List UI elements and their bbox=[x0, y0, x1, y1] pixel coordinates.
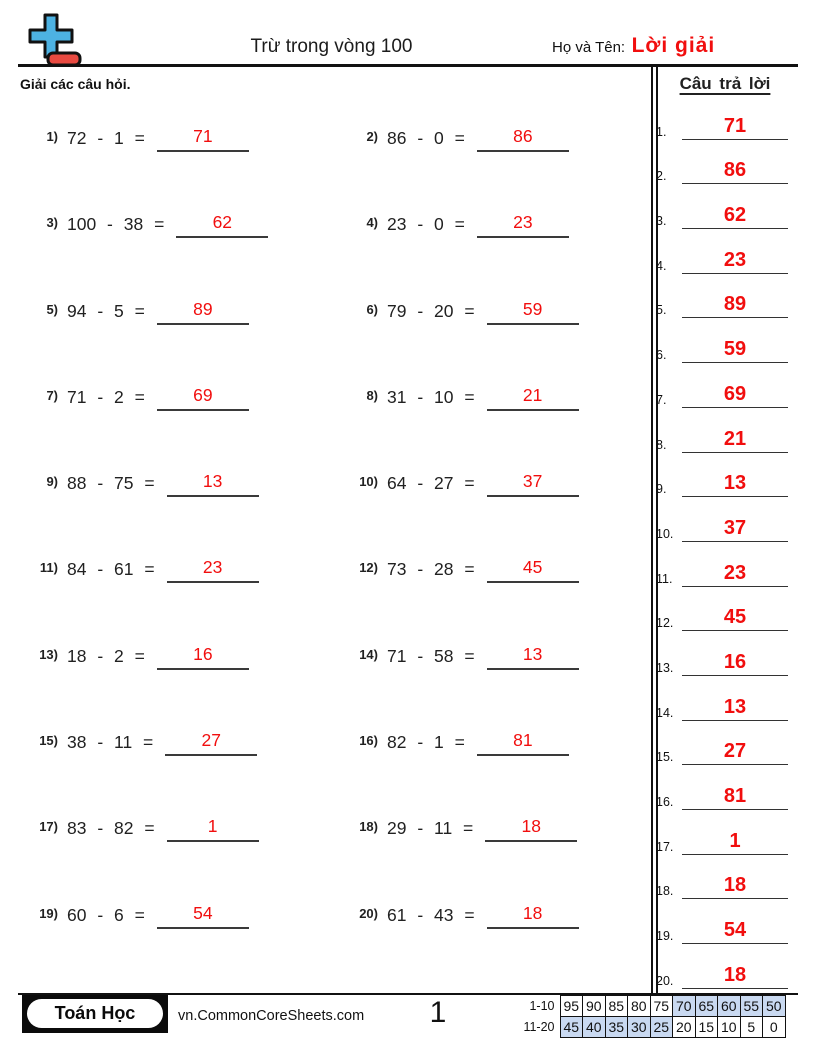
problem-expression: 94 - 5 = bbox=[67, 300, 145, 321]
answer-row-4 bbox=[656, 229, 788, 274]
problem-number: 17) bbox=[39, 819, 58, 835]
problem-answer-line: 13 bbox=[167, 471, 259, 497]
problem-14 bbox=[344, 644, 646, 730]
answers-list bbox=[656, 95, 788, 989]
problem-expression: 38 - 11 = bbox=[67, 732, 154, 753]
answer-row-17 bbox=[656, 810, 788, 855]
problem-expression: 71 - 2 = bbox=[67, 386, 145, 407]
problem-expression: 31 - 10 = bbox=[387, 386, 475, 407]
problem-expression: 73 - 28 = bbox=[387, 559, 475, 580]
problem-expression: 72 - 1 = bbox=[67, 128, 145, 148]
answer-value: 89 bbox=[682, 293, 788, 318]
problem-answer-line: 62 bbox=[176, 212, 268, 238]
problems-grid bbox=[24, 126, 646, 989]
answer-row-6 bbox=[656, 318, 788, 363]
problem-expression: 29 - 11 = bbox=[387, 818, 474, 839]
problem-answer-line: 18 bbox=[487, 903, 579, 929]
answer-row-9 bbox=[656, 453, 788, 498]
problem-2 bbox=[344, 126, 646, 212]
problem-number: 6) bbox=[366, 301, 378, 317]
answer-row-13 bbox=[656, 631, 788, 676]
score-cell: 15 bbox=[695, 1017, 718, 1038]
answer-value: 16 bbox=[682, 651, 788, 676]
problem-10 bbox=[344, 471, 646, 557]
score-cell-highlighted: 55 bbox=[740, 996, 763, 1017]
problem-20 bbox=[344, 903, 646, 989]
problem-answer-line: 18 bbox=[485, 816, 577, 842]
answer-value: 23 bbox=[682, 562, 788, 587]
problem-expression: 88 - 75 = bbox=[67, 473, 155, 494]
name-block bbox=[552, 34, 798, 58]
problem-15 bbox=[24, 730, 344, 816]
answer-value: 59 bbox=[682, 338, 788, 363]
answer-number: 10. bbox=[656, 526, 674, 541]
problem-number: 2) bbox=[366, 129, 378, 144]
score-cell-highlighted: 70 bbox=[673, 996, 696, 1017]
answer-number: 2. bbox=[656, 169, 667, 184]
answer-value: 69 bbox=[682, 383, 788, 408]
answer-row-12 bbox=[656, 587, 788, 632]
problem-answer-line: 27 bbox=[165, 730, 257, 756]
answer-row-2 bbox=[656, 140, 788, 185]
problem-number: 16) bbox=[359, 733, 378, 749]
problem-answer-line: 71 bbox=[157, 126, 249, 152]
answer-value: 71 bbox=[682, 115, 788, 140]
problem-number: 9) bbox=[46, 474, 58, 490]
answer-number: 6. bbox=[656, 348, 667, 363]
answer-number: 3. bbox=[656, 214, 667, 229]
problem-12 bbox=[344, 557, 646, 643]
answer-number: 8. bbox=[656, 437, 667, 452]
problem-expression: 23 - 0 = bbox=[387, 214, 465, 235]
problem-expression: 61 - 43 = bbox=[387, 904, 475, 925]
answer-number: 17. bbox=[656, 839, 674, 854]
page-title: Trừ trong vòng 100 bbox=[250, 36, 413, 57]
answer-key-label: Lời giải bbox=[631, 34, 716, 57]
score-cell: 75 bbox=[650, 996, 673, 1017]
problem-expression: 18 - 2 = bbox=[67, 645, 145, 666]
score-grid bbox=[500, 995, 786, 1038]
score-row-label: 1-10 bbox=[529, 999, 555, 1013]
problem-13 bbox=[24, 644, 344, 730]
problem-expression: 84 - 61 = bbox=[67, 559, 155, 580]
instructions-text: Giải các câu hỏi. bbox=[20, 76, 131, 92]
answer-number: 19. bbox=[656, 929, 674, 944]
score-row-11-20 bbox=[500, 1017, 785, 1038]
answer-value: 13 bbox=[682, 472, 788, 497]
subject-badge-label: Toán Học bbox=[27, 999, 163, 1028]
score-cell: 10 bbox=[718, 1017, 741, 1038]
answer-value: 45 bbox=[682, 606, 788, 631]
answer-number: 14. bbox=[656, 705, 674, 720]
score-cell-highlighted: 35 bbox=[605, 1017, 628, 1038]
problem-expression: 60 - 6 = bbox=[67, 904, 145, 925]
problem-1 bbox=[24, 126, 344, 212]
answer-value: 37 bbox=[682, 517, 788, 542]
problem-expression: 64 - 27 = bbox=[387, 473, 475, 494]
site-url: vn.CommonCoreSheets.com bbox=[178, 1008, 365, 1024]
answer-value: 86 bbox=[682, 159, 788, 184]
score-cell: 85 bbox=[605, 996, 628, 1017]
answers-panel-title: Câu trả lời bbox=[679, 74, 771, 93]
answer-row-20 bbox=[656, 944, 788, 989]
answer-row-5 bbox=[656, 274, 788, 319]
problem-number: 13) bbox=[39, 646, 58, 662]
problem-number: 11) bbox=[39, 560, 58, 576]
problem-answer-line: 1 bbox=[167, 816, 259, 842]
problem-answer-line: 16 bbox=[157, 644, 249, 670]
problem-9 bbox=[24, 471, 344, 557]
problem-number: 5) bbox=[46, 301, 58, 317]
answer-row-7 bbox=[656, 363, 788, 408]
problem-number: 8) bbox=[366, 387, 378, 403]
problem-answer-line: 59 bbox=[487, 299, 579, 325]
problem-number: 20) bbox=[359, 905, 378, 921]
answer-value: 54 bbox=[682, 919, 788, 944]
problem-number: 19) bbox=[39, 905, 58, 921]
score-row-1-10 bbox=[500, 996, 785, 1017]
problem-number: 3) bbox=[46, 215, 58, 231]
problem-answer-line: 13 bbox=[487, 644, 579, 670]
answer-value: 13 bbox=[682, 696, 788, 721]
problem-3 bbox=[24, 212, 344, 298]
score-cell-highlighted: 50 bbox=[763, 996, 786, 1017]
problem-number: 4) bbox=[366, 215, 378, 231]
problem-17 bbox=[24, 816, 344, 902]
answer-row-19 bbox=[656, 899, 788, 944]
answer-row-11 bbox=[656, 542, 788, 587]
problem-6 bbox=[344, 299, 646, 385]
answer-row-1 bbox=[656, 95, 788, 140]
score-cell: 0 bbox=[763, 1017, 786, 1038]
problem-answer-line: 69 bbox=[157, 385, 249, 411]
problem-number: 15) bbox=[39, 733, 58, 749]
answer-number: 16. bbox=[656, 795, 674, 809]
answer-number: 20. bbox=[656, 973, 674, 988]
problem-expression: 86 - 0 = bbox=[387, 128, 465, 148]
problem-number: 14) bbox=[359, 646, 378, 662]
problem-11 bbox=[24, 557, 344, 643]
problem-expression: 83 - 82 = bbox=[67, 818, 155, 839]
answer-value: 81 bbox=[682, 785, 788, 810]
score-cell: 20 bbox=[673, 1017, 696, 1038]
score-cell: 5 bbox=[740, 1017, 763, 1038]
problem-4 bbox=[344, 212, 646, 298]
answer-number: 13. bbox=[656, 660, 674, 675]
problem-answer-line: 45 bbox=[487, 557, 579, 583]
problem-number: 12) bbox=[359, 560, 378, 576]
problem-answer-line: 21 bbox=[487, 385, 579, 411]
answer-value: 21 bbox=[682, 428, 788, 453]
answer-row-8 bbox=[656, 408, 788, 453]
answer-value: 18 bbox=[682, 964, 788, 989]
answer-value: 23 bbox=[682, 249, 788, 274]
answer-row-15 bbox=[656, 721, 788, 766]
problem-8 bbox=[344, 385, 646, 471]
answer-number: 7. bbox=[656, 392, 667, 407]
score-cell-highlighted: 65 bbox=[695, 996, 718, 1017]
problem-18 bbox=[344, 816, 646, 902]
score-row-label: 11-20 bbox=[523, 1020, 555, 1034]
answer-number: 1. bbox=[656, 124, 667, 139]
score-cell-highlighted: 30 bbox=[628, 1017, 651, 1038]
answer-number: 15. bbox=[656, 750, 674, 765]
answer-row-18 bbox=[656, 855, 788, 900]
answer-row-16 bbox=[656, 765, 788, 810]
answer-row-14 bbox=[656, 676, 788, 721]
problem-answer-line: 37 bbox=[487, 471, 579, 497]
score-cell: 95 bbox=[560, 996, 583, 1017]
header-rule bbox=[18, 64, 798, 67]
answer-number: 12. bbox=[656, 616, 674, 631]
problem-5 bbox=[24, 299, 344, 385]
answer-row-3 bbox=[656, 184, 788, 229]
answer-number: 5. bbox=[656, 303, 667, 318]
problem-expression: 79 - 20 = bbox=[387, 300, 475, 321]
problem-number: 18) bbox=[359, 819, 378, 835]
answer-row-10 bbox=[656, 497, 788, 542]
problem-answer-line: 89 bbox=[157, 299, 249, 325]
score-cell-highlighted: 40 bbox=[583, 1017, 606, 1038]
score-cell: 90 bbox=[583, 996, 606, 1017]
problem-7 bbox=[24, 385, 344, 471]
answer-value: 18 bbox=[682, 874, 788, 899]
problem-number: 1) bbox=[46, 129, 58, 144]
answer-value: 27 bbox=[682, 740, 788, 765]
score-cell-highlighted: 25 bbox=[650, 1017, 673, 1038]
page-number: 1 bbox=[429, 996, 447, 1029]
problem-16 bbox=[344, 730, 646, 816]
problem-answer-line: 86 bbox=[477, 126, 569, 152]
problem-answer-line: 23 bbox=[167, 557, 259, 583]
score-cell-highlighted: 45 bbox=[560, 1017, 583, 1038]
problem-19 bbox=[24, 903, 344, 989]
problem-answer-line: 54 bbox=[157, 903, 249, 929]
problem-expression: 82 - 1 = bbox=[387, 732, 465, 753]
problem-number: 10) bbox=[359, 474, 378, 490]
problem-answer-line: 81 bbox=[477, 730, 569, 756]
answer-value: 62 bbox=[682, 204, 788, 229]
answer-number: 4. bbox=[656, 258, 667, 273]
problem-number: 7) bbox=[46, 387, 58, 403]
problem-expression: 100 - 38 = bbox=[67, 214, 165, 235]
answer-number: 18. bbox=[656, 884, 674, 899]
name-label: Họ và Tên: bbox=[552, 39, 626, 56]
score-cell-highlighted: 60 bbox=[718, 996, 741, 1017]
score-cell: 80 bbox=[628, 996, 651, 1017]
answer-number: 9. bbox=[656, 482, 667, 497]
problem-answer-line: 23 bbox=[477, 212, 569, 238]
answer-value: 1 bbox=[682, 830, 788, 855]
problem-expression: 71 - 58 = bbox=[387, 645, 475, 666]
subject-badge bbox=[22, 995, 168, 1033]
answer-number: 11. bbox=[656, 571, 673, 586]
